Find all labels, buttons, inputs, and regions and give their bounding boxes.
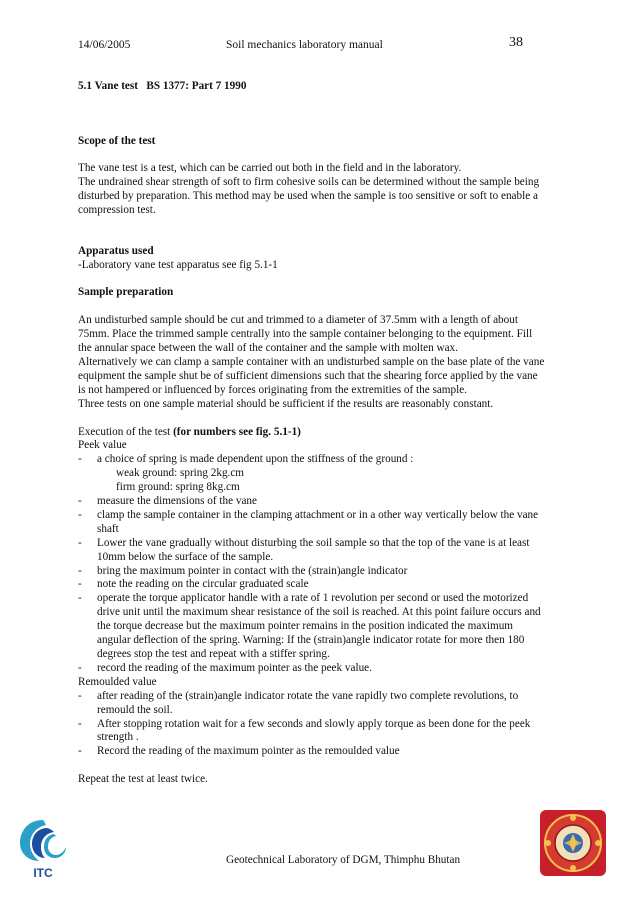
preparation-line: the annular space between the wall of the container and the sample with molten wax.	[78, 341, 458, 354]
list-item	[78, 537, 578, 565]
list-item	[78, 690, 578, 718]
header-date: 14/06/2005	[78, 39, 131, 51]
preparation-line: equipment the sample shut be of sufficient dimensions such that the shearing force applied by the vane	[78, 369, 538, 382]
bullet-dash: -	[78, 564, 82, 577]
scope-line: disturbed by preparation. This method may be used when the sample is too sensitive or soft to enable a	[78, 189, 538, 202]
preparation-heading: Sample preparation	[78, 286, 174, 299]
list-item-text: remould the soil.	[97, 703, 173, 716]
list-item	[78, 718, 578, 746]
list-item	[78, 509, 578, 537]
remoulded-label: Remoulded value	[78, 675, 157, 688]
list-item-text: Record the reading of the maximum pointer as the remoulded value	[97, 745, 400, 758]
preparation-line: An undisturbed sample should be cut and trimmed to a diameter of 37.5mm with a length of about	[78, 314, 518, 327]
itc-logo	[14, 814, 72, 880]
list-item	[78, 662, 578, 676]
list-item-text: degrees stop the test and repeat with a stiffer spring.	[97, 648, 330, 660]
list-item-text: bring the maximum pointer in contact with the (strain)angle indicator	[97, 564, 408, 577]
bullet-dash: -	[78, 717, 82, 730]
list-item-text: measure the dimensions of the vane	[97, 495, 257, 508]
bullet-dash: -	[78, 536, 82, 549]
peek-list	[78, 495, 578, 676]
apparatus-heading: Apparatus used	[78, 245, 154, 258]
bullet-dash: -	[78, 578, 82, 591]
footer-text: Geotechnical Laboratory of DGM, Thimphu Bhutan	[226, 854, 461, 866]
section-heading: 5.1 Vane test BS 1377: Part 7 1990	[78, 80, 247, 92]
execution-intro-bold: (for numbers see fig. 5.1-1)	[173, 425, 301, 438]
list-item	[78, 592, 578, 662]
list-item-text: record the reading of the maximum pointer as the peek value.	[97, 661, 372, 674]
list-item-text: Lower the vane gradually without disturbing the soil sample so that the top of the vane is at least	[97, 536, 530, 549]
bullet-dash: -	[78, 453, 82, 466]
list-item-text: a choice of spring is made dependent upon the stiffness of the ground :	[97, 453, 414, 466]
bullet-dash: -	[78, 508, 82, 521]
scope-heading: Scope of the test	[78, 134, 156, 147]
list-item-text: 10mm below the surface of the sample.	[97, 550, 274, 563]
scope-line: The undrained shear strength of soft to firm cohesive soils can be determined without the sample being	[78, 175, 540, 188]
scope-line: The vane test is a test, which can be carried out both in the field and in the laboratory.	[78, 161, 462, 174]
list-item-text: After stopping rotation wait for a few seconds and slowly apply torque as been done for the peek	[97, 717, 531, 730]
list-item	[78, 745, 578, 759]
list-item-text: shaft	[97, 522, 119, 535]
list-item-text: after reading of the (strain)angle indicator rotate the vane rapidly two complete revolutions, to	[97, 689, 519, 702]
spring-weak: weak ground: spring 2kg.cm	[116, 467, 245, 480]
execution-intro-text: Execution of the test	[78, 425, 174, 438]
list-item	[78, 453, 578, 467]
list-item-text: drive unit until the maximum shear resistance of the soil is reached. At this point failure occurs and	[97, 606, 541, 619]
preparation-line: is not hampered or influenced by forces originating from the extremities of the sample.	[78, 383, 467, 396]
page-number: 38	[509, 35, 523, 50]
list-item	[78, 565, 578, 579]
preparation-line: Three tests on one sample material should be sufficient if the results are reasonably constant.	[78, 397, 494, 410]
bullet-dash: -	[78, 495, 82, 508]
list-item-text: angular deflection of the spring. Warning: If the (strain)angle indicator rotate for more then 180	[97, 634, 525, 647]
spring-firm: firm ground: spring 8kg.cm	[116, 481, 240, 494]
header-title: Soil mechanics laboratory manual	[226, 39, 383, 51]
repeat-note: Repeat the test at least twice.	[78, 773, 208, 786]
itc-logo-text: ITC	[33, 866, 53, 880]
preparation-line: Alternatively we can clamp a sample container with an undisturbed sample on the base plate of the vane	[78, 355, 545, 368]
list-item-text: strength .	[97, 731, 139, 744]
dgm-seal-logo	[538, 808, 608, 878]
peek-label: Peek value	[78, 439, 127, 452]
list-item-text: operate the torque applicator handle with a rate of 1 revolution per second or used the motorized	[97, 592, 529, 605]
list-item	[78, 495, 578, 509]
remoulded-list	[78, 690, 578, 760]
apparatus-line: -Laboratory vane test apparatus see fig 5.1-1	[78, 259, 278, 272]
bullet-dash: -	[78, 689, 82, 702]
bullet-dash: -	[78, 592, 82, 605]
scope-line: compression test.	[78, 203, 156, 216]
bullet-dash: -	[78, 745, 82, 758]
list-item-text: the torque decrease but the maximum pointer remains in the position indicated the maximum	[97, 620, 514, 633]
preparation-line: 75mm. Place the trimmed sample centrally into the sample container belonging to the equipment. Fill	[78, 328, 533, 341]
list-item-text: note the reading on the circular graduated scale	[97, 578, 309, 591]
page-content	[78, 80, 578, 787]
list-item	[78, 578, 578, 592]
execution-intro	[78, 426, 578, 440]
bullet-dash: -	[78, 661, 82, 674]
list-item-text: clamp the sample container in the clamping attachment or in a other way vertically below the vane	[97, 508, 539, 521]
